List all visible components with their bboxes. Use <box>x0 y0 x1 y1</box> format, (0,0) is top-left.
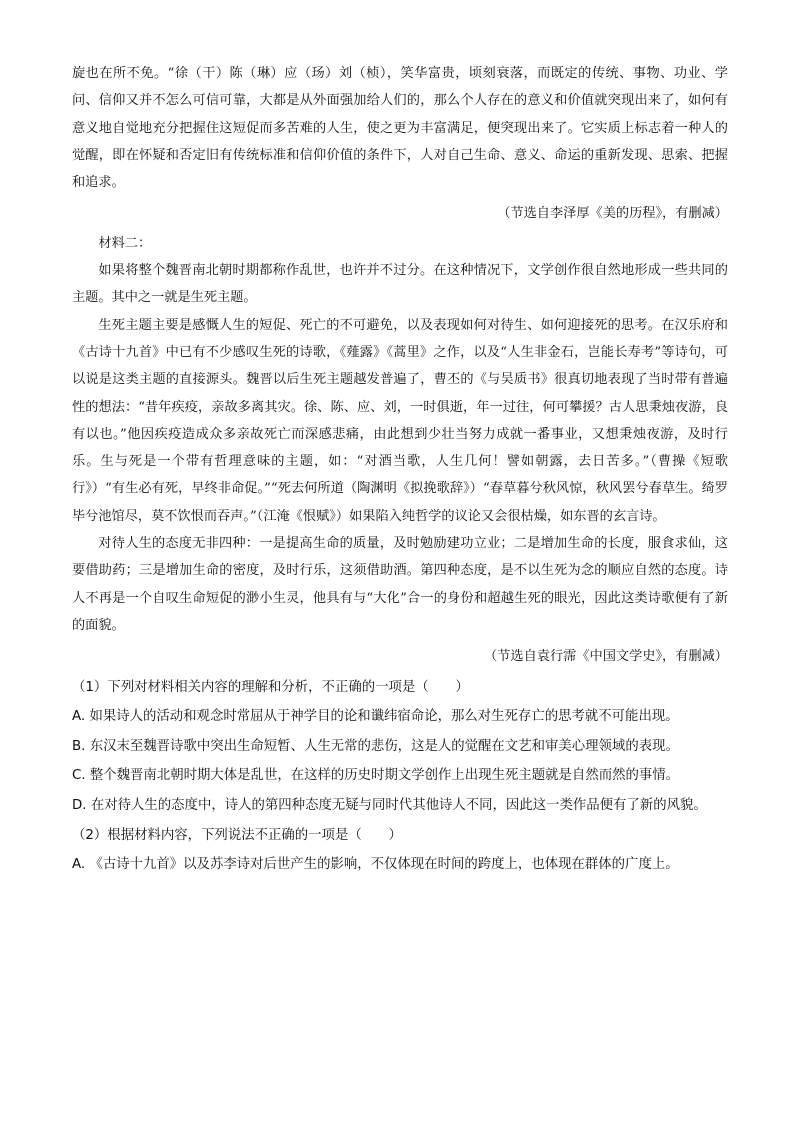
question1-option-a: A. 如果诗人的活动和观念时常屈从于神学目的论和谶纬宿命论，那么对生死存亡的思考就不可能出现。 <box>72 709 679 725</box>
question1-stem: （1）下列对材料相关内容的理解和分析，不正确的一项是（ ） <box>72 679 469 695</box>
question1-option-b: B. 东汉末至魏晋诗歌中突出生命短暂、人生无常的悲伤，这是人的觉醒在文艺和审美心理领域的表现。 <box>72 738 679 754</box>
material2-paragraph-2: 生死主题主要是感慨人生的短促、死亡的不可避免，以及表现如何对待生、如何迎接死的思考。在汉乐府和《古诗十九首》中已有不少感叹生死的诗歌，《薤露》《蒿里》之作，以及“人生非金石，岂能长寿考”等诗句，可以说是这类主题的直接源头。魏晋以后生死主题越发普遍了，曹丕的《与吴质书》很真切地表现了当时带有普遍性的想法：“昔年疾疫，亲故多离其灾。徐、陈、应、刘，一时俱逝，年一过往，何可攀援？古人思秉烛夜游，良有以也。”他因疾疫造成众多亲故死亡而深感悲痛，由此想到少壮当努力成就一番事业，又想秉烛夜游，及时行乐。生与死是一个带有哲理意味的主题，如：“对酒当歌，人生几何！譬如朝露，去日苦多。”（曹操《短歌行》）“有生必有死，早终非命促。”“死去何所道（陶渊明《拟挽歌辞》）“春草暮兮秋风惊，秋风罢兮春草生。绮罗毕兮池馆尽，莫不饮恨而吞声。”（江淹《恨赋》）如果陷入纯哲学的议论又会很枯燥，如东晋的玄言诗。 <box>72 317 728 524</box>
material2-paragraph-3: 对待人生的态度无非四种：一是提高生命的质量，及时勉励建功立业；二是增加生命的长度，服食求仙，这要借助药；三是增加生命的密度，及时行乐，这须借助酒。第四种态度，是不以生死为念的顺应自然的态度。诗人不再是一个自叹生命短促的渺小生灵，他具有与“大化”合一的身份和超越生死的眼光，因此这类诗歌便有了新的面貌。 <box>72 536 728 633</box>
question2-stem: （2）根据材料内容，下列说法不正确的一项是（ ） <box>72 827 402 843</box>
question1-option-c: C. 整个魏晋南北朝时期大体是乱世，在这样的历史时期文学创作上出现生死主题就是自然而然的事情。 <box>72 768 680 784</box>
material2-source: （节选自袁行霈《中国文学史》，有删减） <box>484 649 728 665</box>
question2-option-a: A. 《古诗十九首》以及苏李诗对后世产生的影响，不仅体现在时间的跨度上，也体现在群体的广度上。 <box>72 857 679 873</box>
material1-paragraph: 旋也在所不免。“徐（干）陈（琳）应（玚）刘（桢），笑华富贵，顷刻衰落，而既定的传统、事物、功业、学问、信仰又并不怎么可信可靠，大都是从外面强加给人们的，那么个人存在的意义和价值就突现出来了，如何有意义地自觉地充分把握住这短促而多苦难的人生，使之更为丰富满足，便突现出来了。它实质上标志着一种人的觉醒，即在怀疑和否定旧有传统标准和信仰价值的条件下，人对自己生命、意义、命运的重新发现、思索、把握和追求。 <box>72 66 728 191</box>
material2-paragraph-1: 如果将整个魏晋南北朝时期都称作乱世，也许并不过分。在这种情况下，文学创作很自然地形成一些共同的主题。其中之一就是生死主题。 <box>72 263 728 306</box>
document-page <box>72 60 728 880</box>
question1-option-d: D. 在对待人生的态度中，诗人的第四种态度无疑与同时代其他诗人不同，因此这一类作品便有了新的风貌。 <box>72 797 707 813</box>
material2-label: 材料二： <box>98 235 152 251</box>
material1-source: （节选自李泽厚《美的历程》，有删减） <box>497 206 728 222</box>
